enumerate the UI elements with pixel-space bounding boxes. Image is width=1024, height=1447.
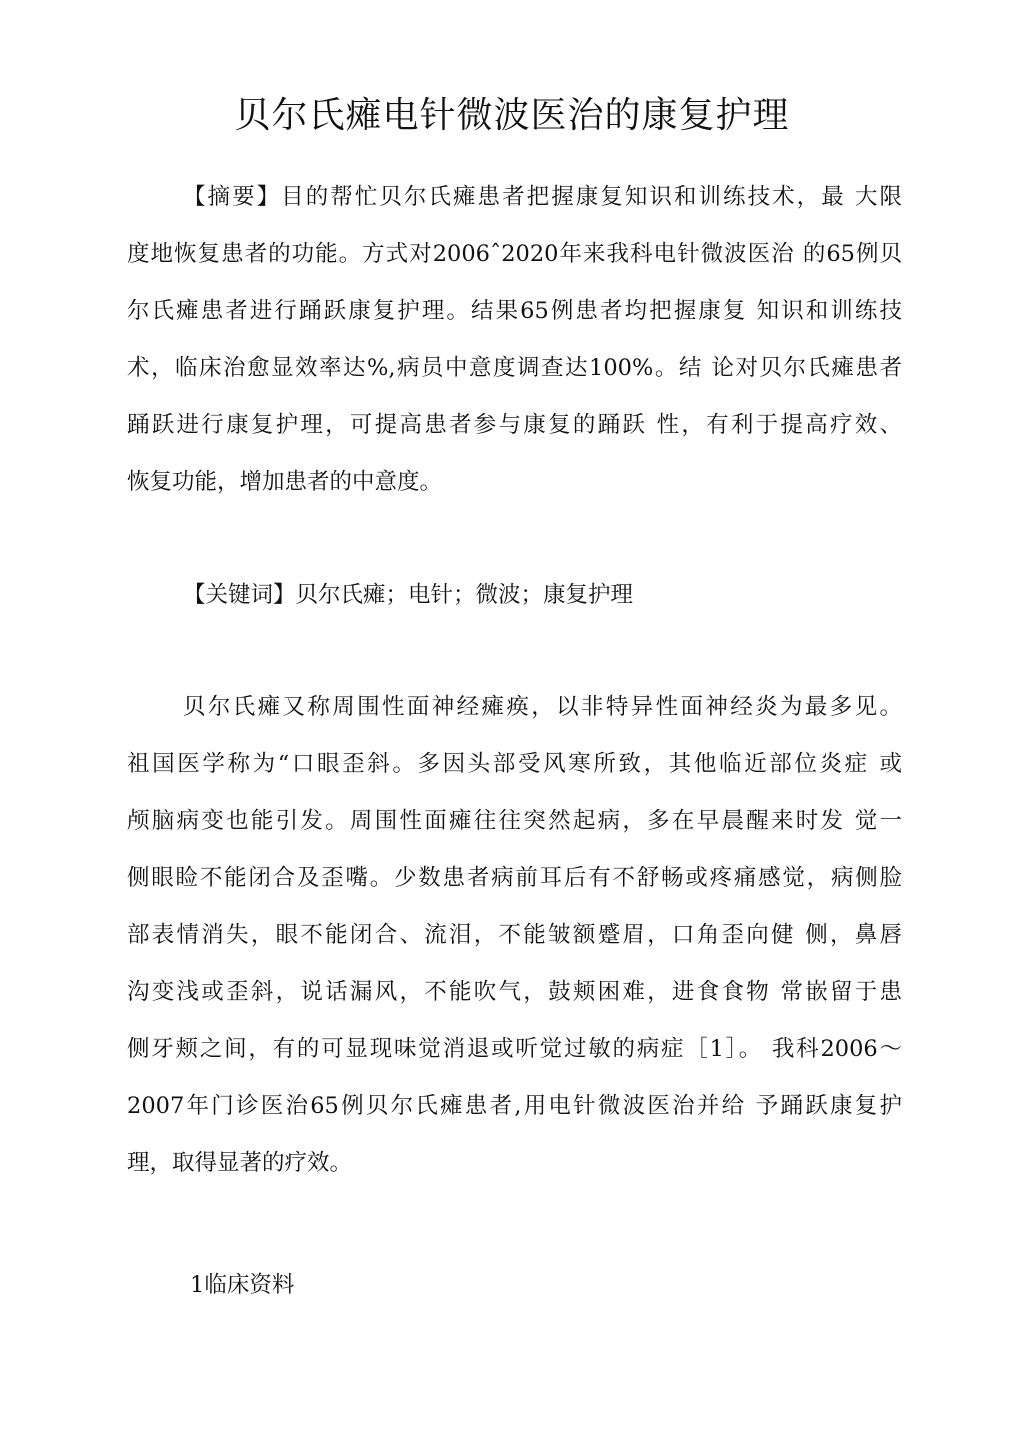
section-heading: 1临床资料 [190, 1272, 295, 1298]
body-line: 理，取得显著的疗效。 [127, 1150, 353, 1176]
body-line: 贝尔氏瘫又称周围性面神经瘫痪，以非特异性面神经炎为最多见。 [183, 694, 902, 720]
abstract-line: 恢复功能，增加患者的中意度。 [127, 469, 443, 495]
keywords-line: 【关键词】贝尔氏瘫；电针；微波；康复护理 [183, 582, 634, 608]
body-line: 颅脑病变也能引发。周围性面瘫往往突然起病，多在早晨醒来时发 觉一 [127, 808, 902, 834]
body-line: 沟变浅或歪斜，说话漏风，不能吹气，鼓颊困难，进食食物 常嵌留于患 [127, 979, 902, 1005]
body-line: 部表情消失，眼不能闭合、流泪，不能皱额蹙眉，口角歪向健 侧，鼻唇 [127, 922, 902, 948]
abstract-line: 尔氏瘫患者进行踊跃康复护理。结果65例患者均把握康复 知识和训练技 [127, 298, 902, 324]
body-line: 侧眼睑不能闭合及歪嘴。少数患者病前耳后有不舒畅或疼痛感觉，病侧脸 [127, 865, 902, 891]
abstract-line: 【摘要】目的帮忙贝尔氏瘫患者把握康复知识和训练技术，最 大限 [183, 184, 902, 210]
body-line: 祖国医学称为“口眼歪斜。多因头部受风寒所致，其他临近部位炎症 或 [127, 751, 902, 777]
abstract-line: 术，临床治愈显效率达%,病员中意度调查达100%。结 论对贝尔氏瘫患者 [127, 355, 902, 381]
abstract-line: 度地恢复患者的功能。方式对2006ˆ2020年来我科电针微波医治 的65例贝 [127, 241, 902, 267]
body-line: 侧牙颊之间，有的可显现味觉消退或听觉过敏的病症［1］。 我科2006～ [127, 1036, 902, 1062]
abstract-line: 踊跃进行康复护理，可提高患者参与康复的踊跃 性，有利于提高疗效、 [127, 412, 902, 438]
body-line: 2007年门诊医治65例贝尔氏瘫患者,用电针微波医治并给 予踊跃康复护 [127, 1093, 902, 1119]
document-title: 贝尔氏瘫电针微波医治的康复护理 [234, 95, 790, 136]
